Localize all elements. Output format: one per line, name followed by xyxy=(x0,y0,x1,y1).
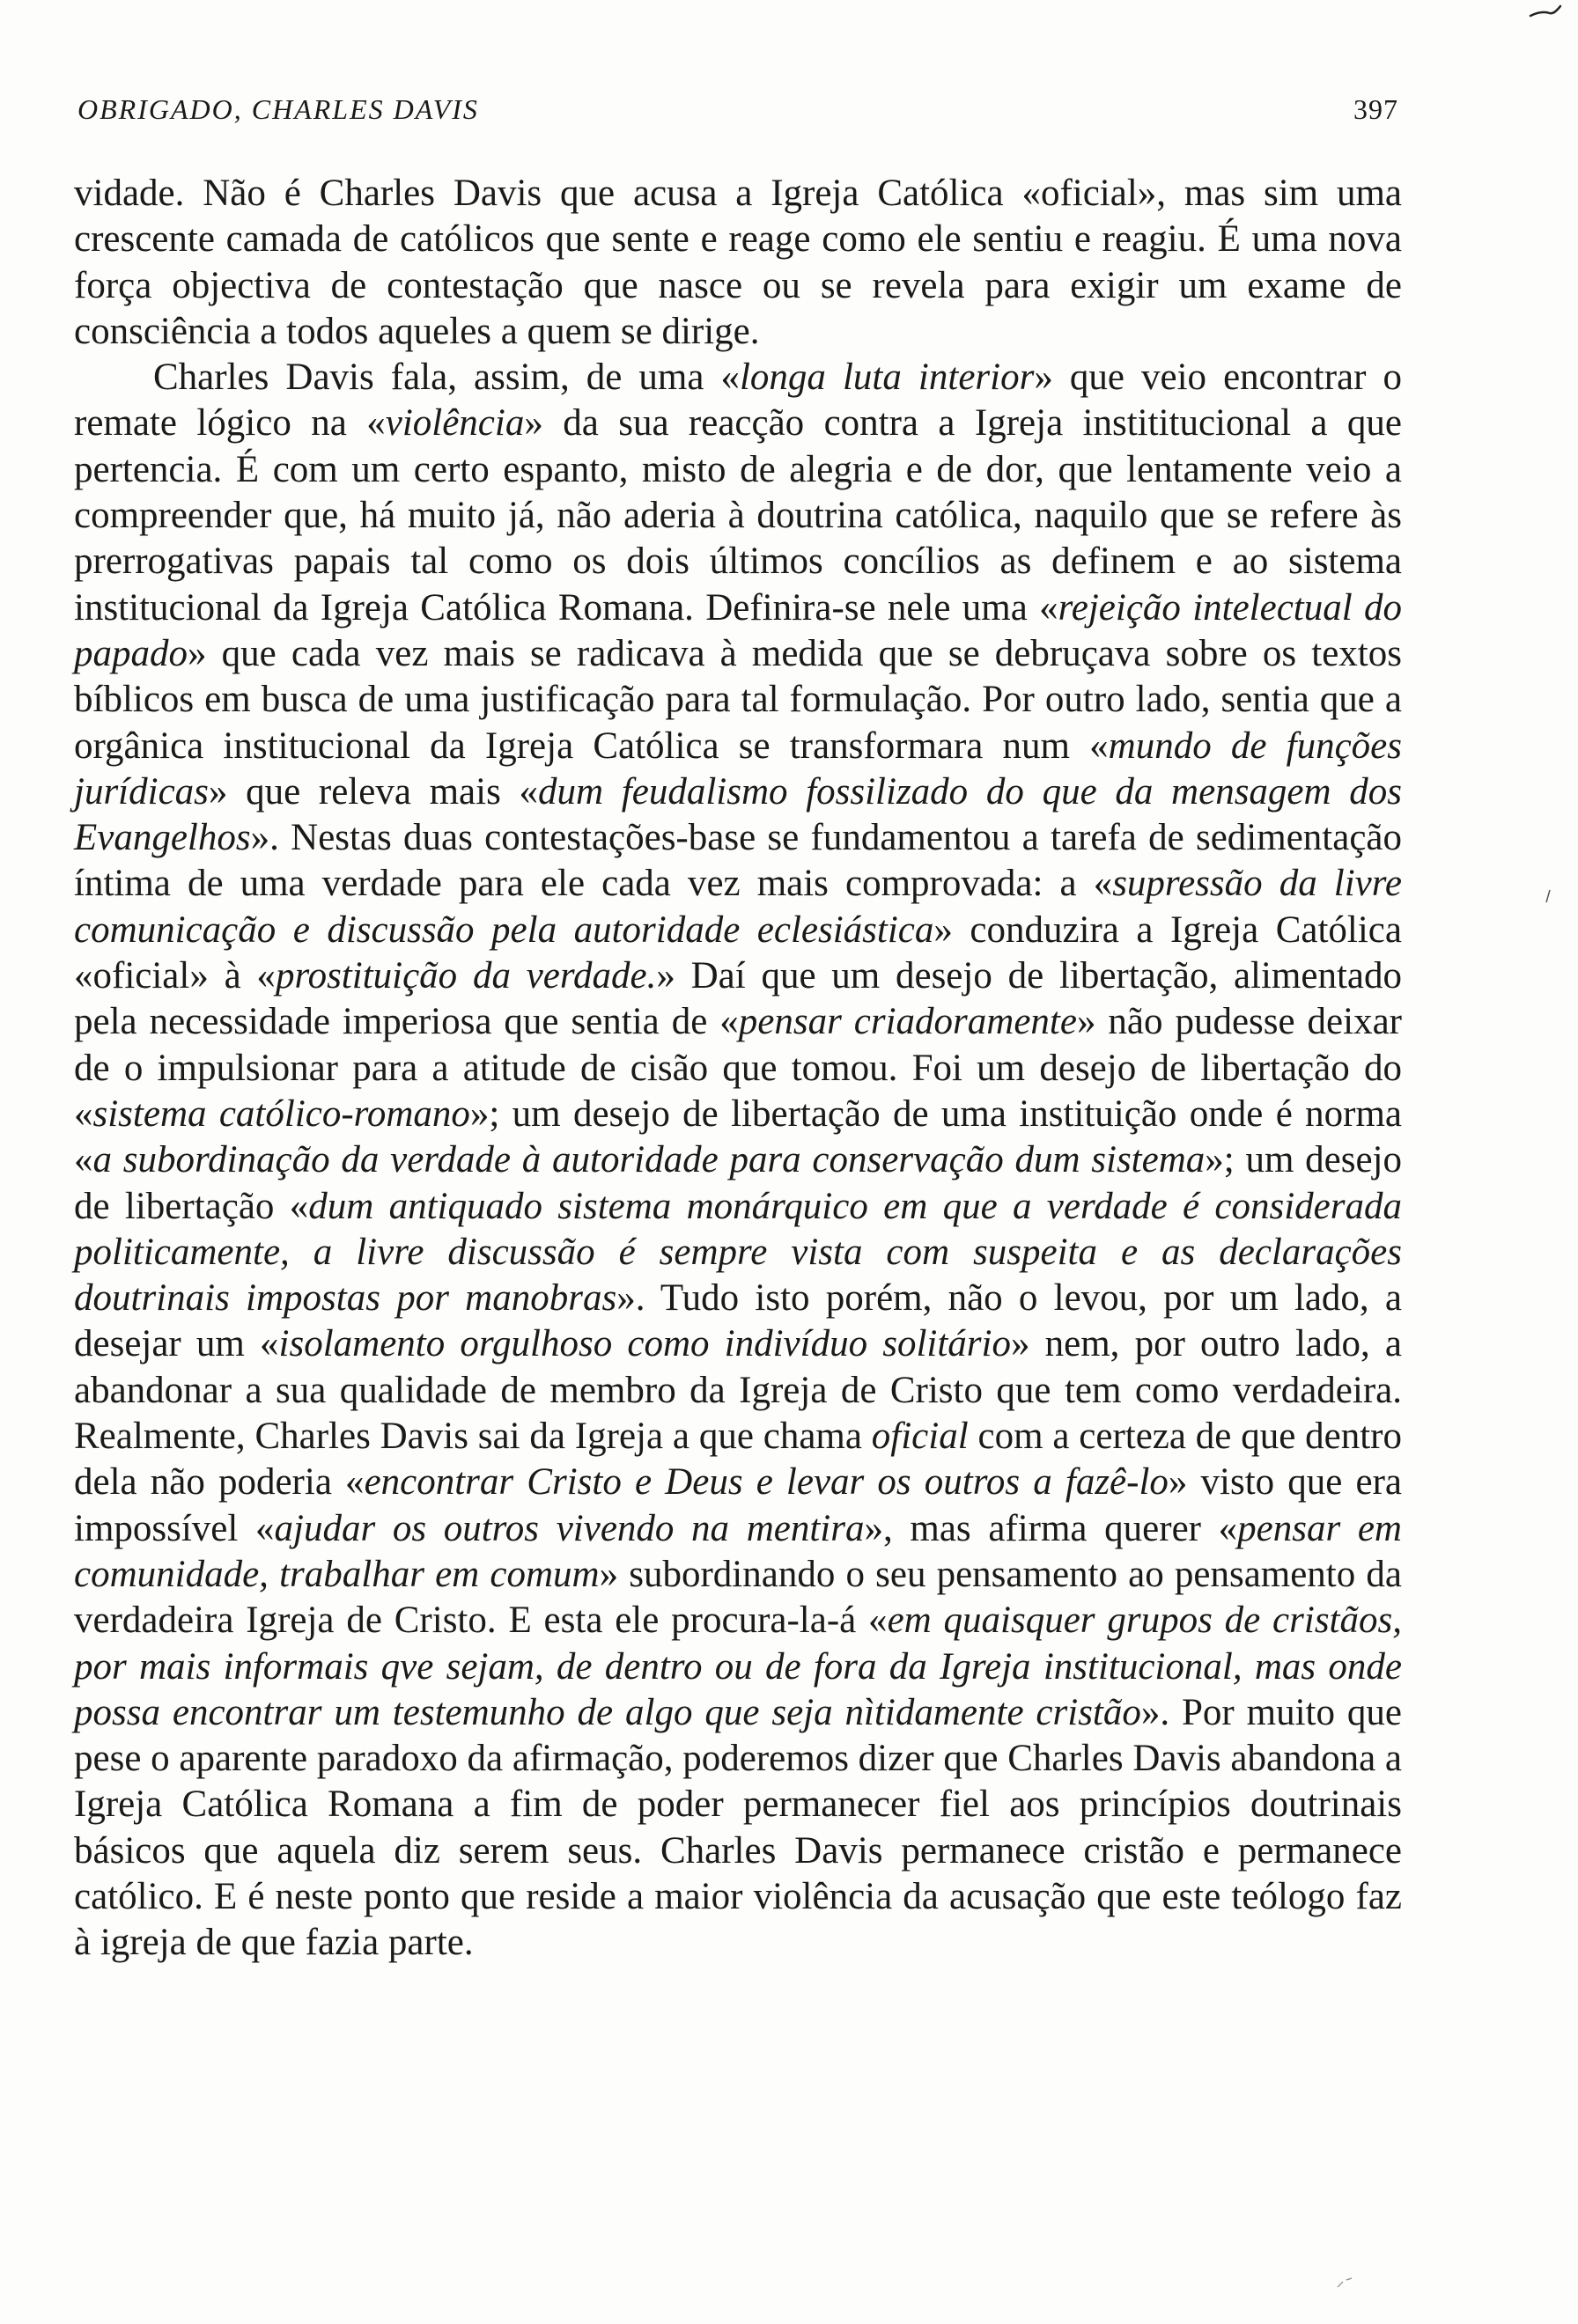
italic-quote: a subordinação da verdade à autoridade para conservação dum sistema xyxy=(92,1139,1206,1181)
margin-tick-mark xyxy=(1336,2276,1353,2289)
italic-quote: sistema católico-romano xyxy=(92,1092,470,1135)
italic-quote: encontrar Cristo e Deus e levar os outros a fazê-lo xyxy=(364,1461,1169,1504)
italic-quote: violência xyxy=(385,402,525,445)
text-run: ». Nestas duas contestações-base se fundamentou a tarefa de sedimentação íntima de uma verdade para ele cada vez mais comprovada: a « xyxy=(74,817,1402,905)
italic-quote: isolamento orgulhoso como indivíduo solitário xyxy=(278,1323,1011,1365)
text-run: » que releva mais « xyxy=(208,770,539,813)
text-run: com a certeza de que dentro dela não poderia « xyxy=(74,1416,1402,1504)
ink-scribble-mark xyxy=(1529,4,1562,19)
text-run: vidade. Não é Charles Davis que acusa a Igreja Católica «oficial», mas sim uma crescente camada de católicos que sente e reage como ele sentiu e reagiu. É uma nova força objectiva de contestação que nasce ou se revela para exigir um exame de consciência a todos aqueles a quem se dirige. xyxy=(74,173,1402,352)
italic-quote: mundo de funções jurídicas xyxy=(74,724,1402,813)
italic-quote: oficial xyxy=(871,1416,969,1458)
italic-quote: prostituição da verdade. xyxy=(275,955,657,997)
paragraph-1 xyxy=(74,171,1402,355)
text-run: » nem, por outro lado, a abandonar a sua qualidade de membro da Igreja de Cristo que tem como verdadeira. Realmente, Charles Davis sai da Igreja a que chama xyxy=(74,1323,1402,1458)
text-run: » Daí que um desejo de libertação, alimentado pela necessidade imperiosa que sentia de « xyxy=(74,955,1402,1043)
text-run: » conduzira a Igreja Católica «oficial» à « xyxy=(74,908,1402,997)
text-run: » subordinando o seu pensamento ao pensamento da verdadeira Igreja de Cristo. E esta ele procura-la-á « xyxy=(74,1553,1402,1642)
page-number: 397 xyxy=(1353,93,1398,125)
text-run: », mas afirma querer « xyxy=(864,1507,1238,1549)
text-run: » da sua reacção contra a Igreja instititucional a que pertencia. É com um certo espanto, misto de alegria e de dor, que lentamente veio a compreender que, há muito já, não aderia à doutrina católica, naquilo que se refere às prerrogativas papais tal como os dois últimos concílios as definem e ao sistema institucional da Igreja Católica Romana. Definira-se nele uma « xyxy=(74,402,1402,629)
italic-quote: pensar em comunidade, trabalhar em comum xyxy=(74,1507,1402,1595)
italic-quote: dum antiquado sistema monárquico em que a verdade é considerada politicamente, a livre discussão é sempre vista com suspeita e as declarações doutrinais impostas por manobras xyxy=(74,1185,1402,1320)
text-run: Charles Davis fala, assim, de uma « xyxy=(153,357,740,399)
text-run: » não pudesse deixar de o impulsionar para a atitude de cisão que tomou. Foi um desejo de libertação do « xyxy=(74,1001,1402,1135)
running-header xyxy=(77,88,1398,132)
italic-quote: em quaisquer grupos de cristãos, por mais informais qve sejam, de dentro ou de fora da Igreja institucional, mas onde possa encontrar um testemunho de algo que seja nìtidamente cristão xyxy=(74,1600,1402,1733)
italic-quote: supressão da livre comunicação e discussão pela autoridade eclesiástica xyxy=(74,863,1402,951)
italic-quote: ajudar os outros vivendo na mentira xyxy=(274,1507,865,1549)
italic-quote: dum feudalismo fossilizado do que da mensagem dos Evangelhos xyxy=(74,770,1402,859)
italic-quote: rejeição intelectual do papado xyxy=(74,586,1402,674)
italic-quote: pensar criadoramente xyxy=(738,1001,1077,1043)
margin-tick-mark xyxy=(1545,889,1552,903)
text-run: »; um desejo de libertação « xyxy=(74,1139,1403,1227)
text-run: » que veio encontrar o remate lógico na « xyxy=(74,357,1402,445)
text-run: »; um desejo de libertação de uma instituição onde é norma « xyxy=(74,1092,1402,1181)
italic-quote: longa luta interior xyxy=(739,357,1035,399)
running-title: OBRIGADO, CHARLES DAVIS xyxy=(77,93,479,125)
text-run: ». Por muito que pese o aparente paradoxo da afirmação, poderemos dizer que Charles Davis abandona a Igreja Católica Romana a fim de poder permanecer fiel aos princípios doutrinais básicos que aquela diz serem seus. Charles Davis permanece cristão e permanece católico. E é neste ponto que reside a maior violência da acusação que este teólogo faz à igreja de que fazia parte. xyxy=(74,1691,1402,1964)
text-run: ». Tudo isto porém, não o levou, por um lado, a desejar um « xyxy=(74,1277,1402,1365)
paragraph-2 xyxy=(74,355,1402,1966)
body-text xyxy=(74,171,1402,1967)
text-run: » visto que era impossível « xyxy=(74,1461,1403,1549)
text-run: » que cada vez mais se radicava à medida que se debruçava sobre os textos bíblicos em busca de uma justificação para tal formulação. Por outro lado, sentia que a orgânica institucional da Igreja Católica se transformara num « xyxy=(74,632,1402,767)
